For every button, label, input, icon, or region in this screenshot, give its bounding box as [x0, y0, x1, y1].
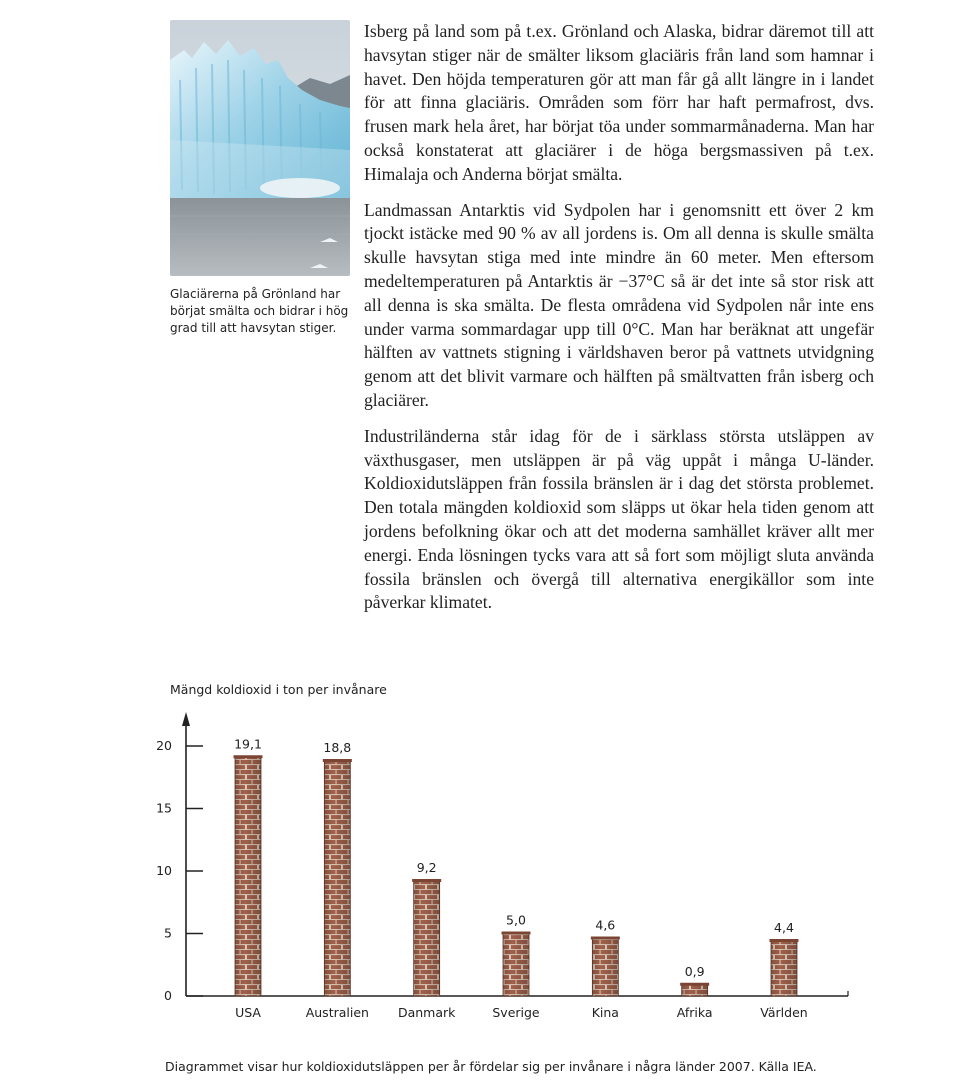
- value-label: 19,1: [234, 736, 262, 752]
- y-tick-label: 20: [156, 738, 172, 753]
- chart-bars: [234, 755, 799, 996]
- co2-bar-chart: [150, 700, 870, 1040]
- chart-svg: [150, 700, 870, 1040]
- value-label: 18,8: [323, 740, 352, 755]
- value-label: 9,2: [416, 860, 437, 875]
- value-label: 4,4: [774, 920, 794, 935]
- category-label: Världen: [760, 1005, 808, 1020]
- y-tick-label: 5: [164, 925, 172, 941]
- value-label: 0,9: [684, 963, 705, 979]
- bar-cap: [591, 937, 620, 940]
- bar-shade: [592, 939, 618, 997]
- glacier-photo: [170, 20, 350, 276]
- y-tick-label: 0: [164, 988, 172, 1003]
- y-tick-label: 10: [156, 863, 172, 878]
- bar-shade: [503, 934, 529, 997]
- chart-ylabel: Mängd koldioxid i ton per invånare: [170, 682, 387, 697]
- bar-shade: [324, 761, 350, 996]
- paragraph-antarctica: Landmassan Antarktis vid Sydpolen har i genomsnitt ett över 2 km tjockt istäcke med 90 % av all jordens is. Om all denna is skulle smälta skulle havsytan stiga med inte mindre än 60 meter. Men eftersom medeltemperaturen på Antarktis är −37°C så är det inte så stor risk att all denna is ska smälta. De flesta områdena vid Sydpolen når inte ens under varma sommardagar upp till 0°C. Man har beräknat att ungefär hälften av vattnets stigning i världshaven beror på vattnets utvidgning genom att det blivit varmare och hälften på smältvatten från isberg och glaciärer.: [364, 199, 874, 410]
- body-text: [364, 20, 874, 627]
- value-label: 4,6: [595, 917, 616, 933]
- category-label: Sverige: [492, 1005, 540, 1020]
- bar-cap: [323, 759, 352, 762]
- category-label: Danmark: [397, 1005, 456, 1020]
- value-label: 5,0: [506, 912, 526, 928]
- category-label: USA: [235, 1005, 261, 1020]
- bar-shade: [682, 985, 708, 996]
- bar-shade: [235, 757, 261, 996]
- paragraph-glaciers: Isberg på land som på t.ex. Grönland och Alaska, bidrar däremot till att havsytan stiger när de smälter liksom glaciäris från land som hamnar i havet. Den höjda temperaturen gör att man får gå allt längre in i landet för att finna glaciäris. Områden som förr har haft permafrost, dvs. frusen mark hela året, har börjat töa under sommarmånaderna. Man har också konstaterat att glaciärer i de höga bergsmassiven på t.ex. Himalaja och Anderna börjat smälta.: [364, 21, 874, 184]
- bar-cap: [234, 755, 263, 758]
- category-label: Kina: [591, 1005, 619, 1020]
- category-label: Afrika: [676, 1005, 713, 1020]
- bar-cap: [502, 932, 531, 935]
- bar-shade: [771, 941, 797, 996]
- bar-cap: [412, 879, 441, 882]
- bar-cap: [770, 939, 799, 942]
- y-axis-arrow-icon: [182, 712, 190, 726]
- bar-cap: [680, 983, 709, 986]
- bar-shade: [414, 881, 440, 996]
- paragraph-emissions: Industriländerna står idag för de i särklass största utsläppen av växthusgaser, men utsläppen är på väg uppåt i många U-länder. Koldioxidutsläppen från fossila bränslen är i dag det största problemet. Den totala mängden koldioxid som släpps ut ökar hela tiden genom att jordens befolkning ökar och att det moderna samhället kräver allt mer energi. Enda lösningen tycks vara att så fort som möjligt sluta använda fossila bränslen och övergå till alternativa energikällor som inte påverkar klimatet.: [364, 425, 874, 613]
- y-tick-label: 15: [156, 800, 172, 816]
- chart-caption: Diagrammet visar hur koldioxidutsläppen per år fördelar sig per invånare i några länder 2007. Källa IEA.: [165, 1059, 817, 1074]
- photo-caption: Glaciärerna på Grönland har börjat smälta och bidrar i hög grad till att havsytan stiger.: [170, 287, 349, 335]
- category-label: Australien: [305, 1005, 369, 1020]
- glacier-photo-icon: [170, 20, 350, 276]
